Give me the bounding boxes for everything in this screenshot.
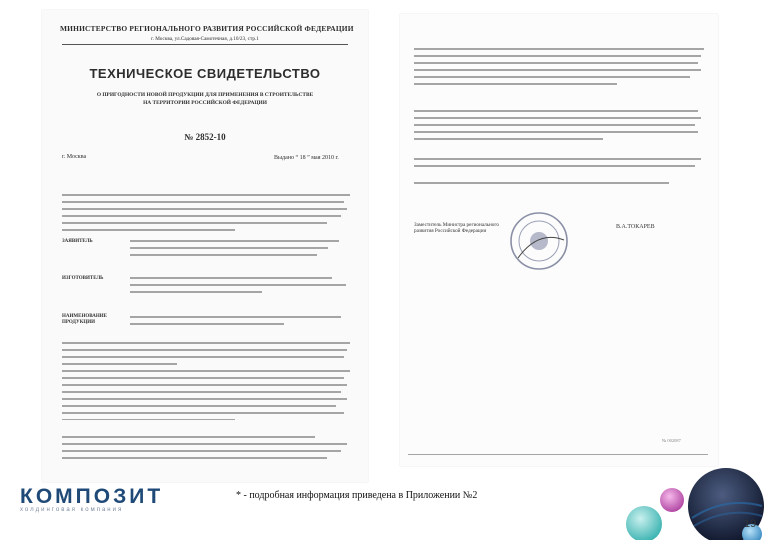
document-serial: № 002087	[662, 438, 681, 443]
header-rule	[62, 44, 348, 45]
applicant-value-block	[130, 240, 350, 261]
document-subtitle-2: НА ТЕРРИТОРИИ РОССИЙСКОЙ ФЕДЕРАЦИИ	[143, 100, 267, 106]
scanned-text-block	[62, 342, 350, 370]
page-number: 19	[744, 518, 757, 530]
certificate-page-left	[42, 10, 368, 482]
scanned-text-block	[62, 436, 350, 464]
scanned-text-block	[414, 110, 704, 145]
product-value-block	[130, 316, 350, 330]
certificate-number: № 2852-10	[184, 132, 226, 142]
applicant-label: ЗАЯВИТЕЛЬ	[62, 239, 93, 244]
ministry-address: г. Москва, ул.Садовая-Самотечная, д.10/23, стр.1	[151, 36, 259, 42]
issue-date: Выдано “ 18 ” мая 2010 г.	[274, 155, 339, 161]
signature-name: В.А.ТОКАРЕВ	[616, 224, 655, 230]
scanned-footer-line	[408, 454, 708, 461]
scanned-text-block	[62, 370, 350, 426]
ministry-header: МИНИСТЕРСТВО РЕГИОНАЛЬНОГО РАЗВИТИЯ РОССИЙСКОЙ ФЕДЕРАЦИИ	[60, 24, 354, 33]
scanned-text-block	[414, 182, 704, 189]
footnote: * - подробная информация приведена в Приложении №2	[236, 490, 478, 501]
signature-position: Заместитель Министра регионального развития Российской Федерации	[414, 222, 499, 235]
certificate-page-right	[400, 14, 718, 466]
manufacturer-value-block	[130, 277, 350, 298]
logo-tagline: холдинговая компания	[20, 507, 124, 513]
scanned-text-block	[414, 158, 704, 172]
logo-name: КОМПОЗИТ	[20, 485, 164, 508]
product-label: НАИМЕНОВАНИЕ ПРОДУКЦИИ	[62, 314, 107, 325]
issue-city: г. Москва	[62, 154, 87, 160]
document-subtitle-1: О ПРИГОДНОСТИ НОВОЙ ПРОДУКЦИИ ДЛЯ ПРИМЕНЕНИЯ В СТРОИТЕЛЬСТВЕ	[96, 92, 314, 98]
official-seal-icon	[508, 210, 570, 272]
scanned-text-block	[414, 48, 704, 90]
document-title: ТЕХНИЧЕСКОЕ СВИДЕТЕЛЬСТВО	[89, 66, 321, 81]
manufacturer-label: ИЗГОТОВИТЕЛЬ	[62, 276, 104, 281]
company-logo	[20, 485, 163, 513]
scanned-text-block	[62, 194, 350, 236]
